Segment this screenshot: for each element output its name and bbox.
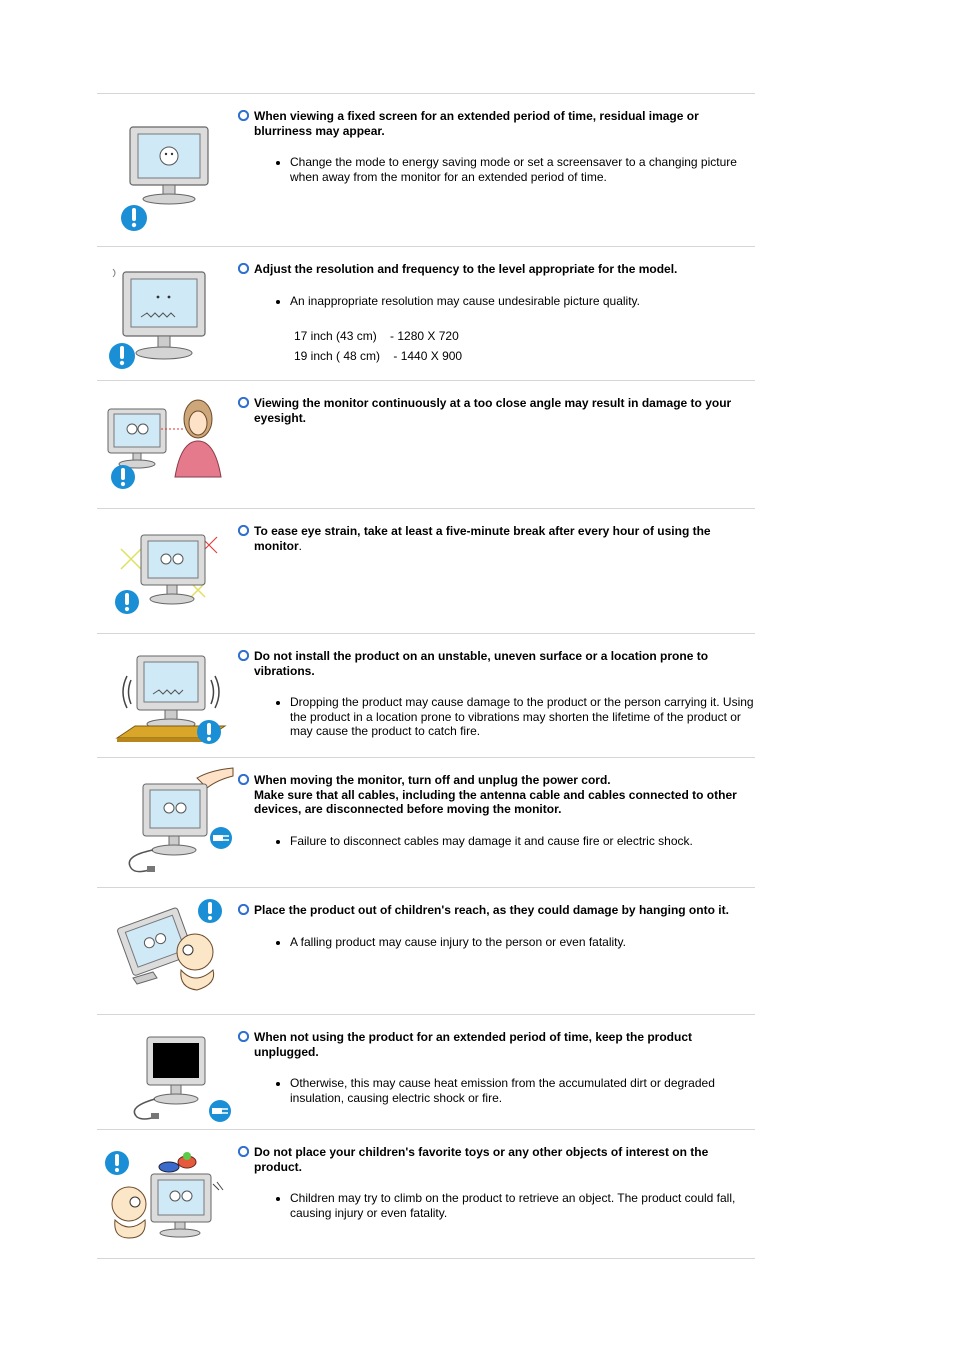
section-toys-on-product [97, 1129, 755, 1259]
list-item: • Dropping the product may cause damage to the product or the person carrying it. Using the product in a location prone to vibrations may shorten the lifetime of the product or may cause the product to catch fire. [290, 695, 755, 739]
section-heading: When not using the product for an extended period of time, keep the product unplugged. [238, 1030, 755, 1059]
list-item: • A falling product may cause injury to the person or even fatality. [290, 935, 755, 950]
blue-bullet-icon [238, 774, 249, 785]
list-item: • Change the mode to energy saving mode or set a screensaver to a changing picture when away from the monitor for an extended period of time. [290, 155, 755, 184]
warning-icon [111, 465, 135, 489]
section-children-reach [97, 887, 755, 1014]
detail-list [238, 935, 755, 950]
list-item: • Children may try to climb on the product to retrieve an object. The product could fall, causing injury or even fatality. [290, 1191, 755, 1220]
section-heading: Place the product out of children's reach, as they could damage by hanging onto it. [238, 903, 755, 918]
child-toys-monitor-illustration [103, 1138, 235, 1248]
detail-list [238, 1076, 755, 1105]
section-heading: When moving the monitor, turn off and unplug the power cord. Make sure that all cables, including the antenna cable and cables connected to other devices, are disconnected before moving the monitor. [238, 773, 755, 817]
section-heading: Adjust the resolution and frequency to the level appropriate for the model. [238, 262, 755, 277]
spec-17-inch: 17 inch (43 cm) - 1280 X 720 [294, 329, 459, 343]
monitor-and-woman-illustration [103, 389, 235, 499]
section-moving-monitor [97, 757, 755, 887]
list-item: • Failure to disconnect cables may damage it and cause fire or electric shock. [290, 834, 755, 849]
monitor-illustration [103, 517, 235, 627]
unplug-icon [210, 827, 232, 849]
warning-icon [121, 205, 147, 231]
blue-bullet-icon [238, 904, 249, 915]
section-keep-unplugged [97, 1014, 755, 1129]
warning-icon [109, 343, 135, 369]
vibrating-monitor-illustration [103, 642, 235, 752]
section-heading: To ease eye strain, take at least a five-minute break after every hour of using the monitor. [238, 524, 755, 553]
section-heading: Do not install the product on an unstable, uneven surface or a location prone to vibrations. [238, 649, 755, 678]
blue-bullet-icon [238, 397, 249, 408]
detail-list [238, 1191, 755, 1220]
monitor-unplug-illustration [103, 766, 235, 876]
section-residual-image [97, 93, 755, 246]
warning-icon [115, 590, 139, 614]
blue-bullet-icon [238, 650, 249, 661]
warning-icon [105, 1151, 129, 1175]
blue-bullet-icon [238, 1146, 249, 1157]
blue-bullet-icon [238, 525, 249, 536]
monitor-unplug-illustration [103, 1023, 235, 1133]
section-heading: When viewing a fixed screen for an extended period of time, residual image or blurriness may appear. [238, 109, 755, 138]
monitor-illustration [103, 102, 235, 212]
spec-19-inch: 19 inch ( 48 cm) - 1440 X 900 [294, 349, 463, 363]
monitor-illustration [103, 255, 235, 365]
list-item: • An inappropriate resolution may cause undesirable picture quality. [290, 294, 755, 309]
unplug-icon [209, 1100, 231, 1122]
warning-icon [198, 899, 222, 923]
blue-bullet-icon [238, 263, 249, 274]
resolution-specs [238, 326, 755, 366]
blue-bullet-icon [238, 110, 249, 121]
list-item: • Otherwise, this may cause heat emission from the accumulated dirt or degraded insulation, causing electric shock or fire. [290, 1076, 755, 1105]
warning-icon [197, 720, 221, 744]
detail-list [238, 834, 755, 849]
section-heading: Do not place your children's favorite toys or any other objects of interest on the product. [238, 1145, 755, 1174]
detail-list [238, 294, 755, 309]
child-and-monitor-illustration [103, 896, 235, 1006]
section-eye-strain [97, 508, 755, 633]
section-unstable-surface [97, 633, 755, 757]
section-heading: Viewing the monitor continuously at a too close angle may result in damage to your eyesight. [238, 396, 755, 425]
detail-list [238, 155, 755, 184]
section-viewing-angle [97, 380, 755, 508]
blue-bullet-icon [238, 1031, 249, 1042]
detail-list [238, 695, 755, 739]
section-resolution [97, 246, 755, 380]
